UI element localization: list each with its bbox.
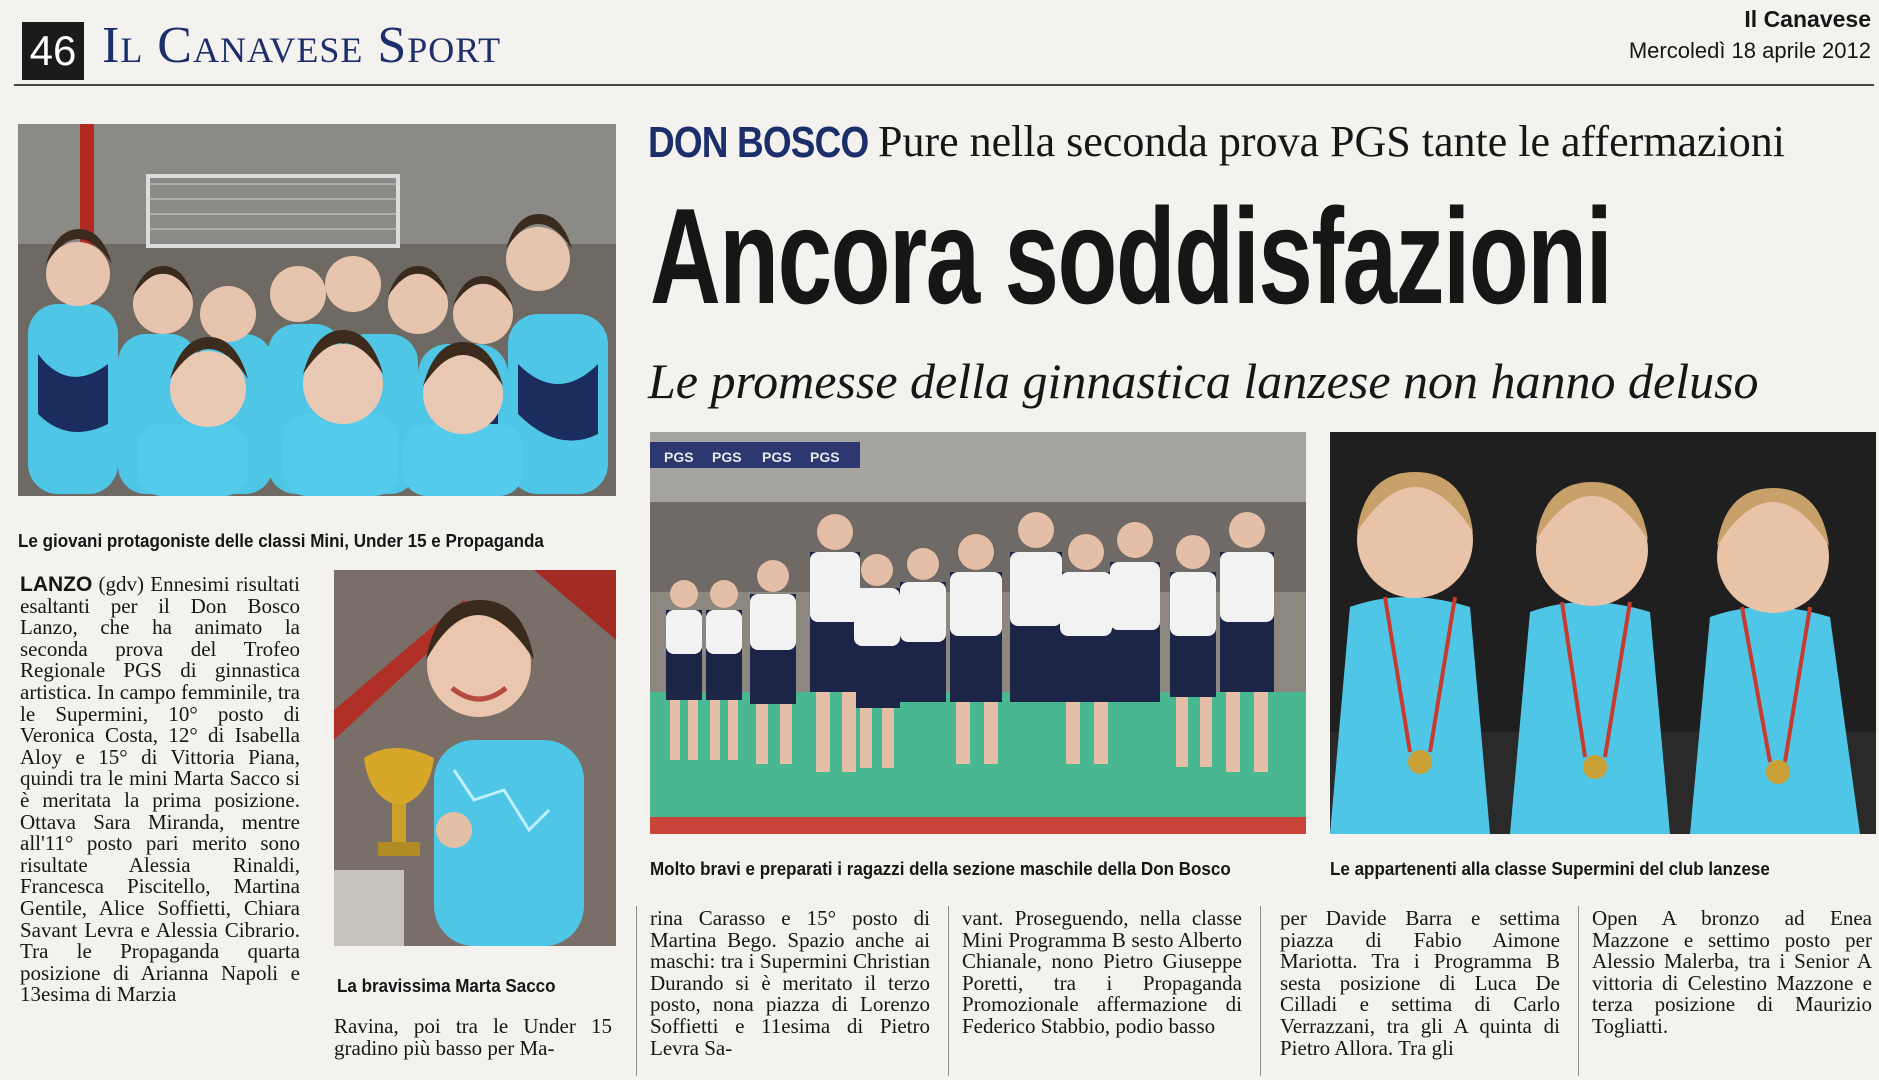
article-kicker: DON BOSCO <box>648 118 869 167</box>
caption-boys-group: Molto bravi e preparati i ragazzi della sezione maschile della Don Bosco <box>650 858 1231 879</box>
caption-marta-sacco: La bravissima Marta Sacco <box>337 975 556 996</box>
article-column-5-text: per Davide Barra e settima piazza di Fabio Aimone Mariotta. Tra i Programma B sesta posizione di Luca De Cilladi e settima di Carlo Verrazzani, tra gli A quinta di Pietro Allora. Tra gli <box>1280 906 1560 1060</box>
banner-text-2: PGS <box>712 449 742 465</box>
caption-supermini: Le appartenenti alla classe Supermini del club lanzese <box>1330 858 1770 879</box>
article-subkicker: Pure nella seconda prova PGS tante le affermazioni <box>878 117 1785 166</box>
article-column-4 <box>962 908 1242 1038</box>
article-column-3-text: rina Carasso e 15° posto di Martina Bego. Spazio anche ai maschi: tra i Supermini Christian Durando si è meritato il terzo posto, nona piazza di Lorenzo Soffietti e 11esima di Pietro Levra Sa- <box>650 906 930 1060</box>
article-deck: Le promesse della ginnastica lanzese non hanno deluso <box>648 353 1759 409</box>
article-column-6-text: Open A bronzo ad Enea Mazzone e settimo posto per Alessio Malerba, tra i Senior A vittoria di Celestino Mazzone e terza posizione di Maurizio Togliatti. <box>1592 906 1872 1038</box>
column-divider-2 <box>948 906 949 1076</box>
column-divider-4 <box>1578 906 1579 1076</box>
article-column-6 <box>1592 908 1872 1038</box>
newspaper-name: Il Canavese <box>1744 6 1871 32</box>
page-number: 46 <box>22 22 84 80</box>
photo-girls-group <box>18 124 616 496</box>
section-title: Il Canavese Sport <box>102 17 502 74</box>
article-byline: (gdv) <box>92 572 151 596</box>
photo-supermini-girls <box>1330 432 1876 834</box>
article-column-3 <box>650 908 930 1059</box>
article-column-2 <box>334 1016 612 1059</box>
article-dateline: LANZO <box>20 573 93 596</box>
banner-text-1: PGS <box>664 449 694 465</box>
issue-date: Mercoledì 18 aprile 2012 <box>1628 38 1871 63</box>
article-column-1-text: Ennesimi risultati esaltanti per il Don Bosco Lanzo, che ha animato la seconda prova del Trofeo Regionale PGS di ginnastica artistica. In campo femminile, tra le Supermini, 10° posto di Veronica Costa, 12° di Isabella Aloy e 15° di Vittoria Piana, quindi tra le mini Marta Sacco si è meritata la prima posizione. Ottava Sara Miranda, mentre all'11° posto pari merito sono risultate Alessia Rinaldi, Francesca Piscitello, Martina Gentile, Alice Soffietti, Chiara Savant Levra e Alessia Cibrario. Tra le Propaganda quarta posizione di Arianna Napoli e 13esima di Marzia <box>20 572 300 1007</box>
article-column-1 <box>20 574 300 1006</box>
article-column-2-text: Ravina, poi tra le Under 15 gradino più basso per Ma- <box>334 1014 612 1060</box>
article-column-4-text: vant. Proseguendo, nella classe Mini Programma B sesto Alberto Chianale, nono Pietro Giuseppe Poretti, tra i Propaganda Promozionale affermazione di Federico Stabbio, podio basso <box>962 906 1242 1038</box>
photo-boys-group <box>650 432 1306 834</box>
article-headline: Ancora soddisfazioni <box>650 180 1612 332</box>
article-column-5 <box>1280 908 1560 1059</box>
banner-text-4: PGS <box>810 449 840 465</box>
column-divider-1 <box>636 906 637 1076</box>
caption-girls-group: Le giovani protagoniste delle classi Mini, Under 15 e Propaganda <box>18 530 544 551</box>
banner-text-3: PGS <box>762 449 792 465</box>
column-divider-3 <box>1260 906 1261 1076</box>
header-rule <box>14 84 1874 86</box>
photo-marta-sacco <box>334 570 616 946</box>
